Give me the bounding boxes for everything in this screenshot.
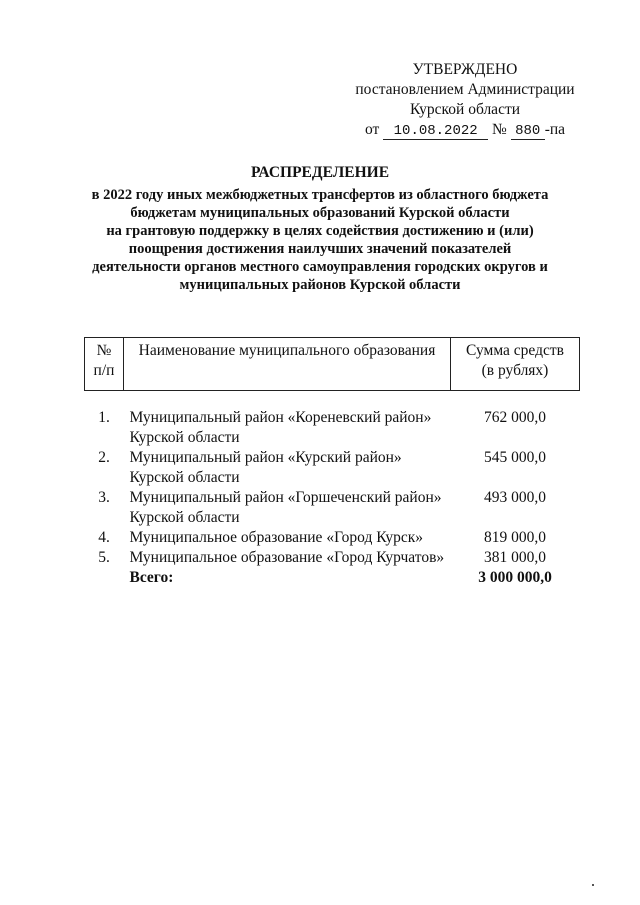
row-name-line2: Курской области — [129, 469, 240, 486]
header-num-line2: п/п — [93, 362, 115, 379]
document-title — [80, 164, 560, 294]
row-num: 5. — [98, 549, 110, 566]
row-sum: 762 000,0 — [484, 409, 546, 426]
table-row — [85, 448, 580, 488]
number-label: № — [492, 121, 507, 138]
table-row — [85, 528, 580, 548]
title-line: поощрения достижения наилучших значений показателей — [128, 241, 512, 257]
allocation-table — [84, 337, 580, 588]
total-num — [85, 568, 124, 588]
row-num: 1. — [98, 409, 110, 426]
header-name: Наименование муниципального образования — [124, 338, 451, 391]
row-num: 4. — [98, 529, 110, 546]
row-name: Муниципальное образование «Город Курск» — [129, 529, 424, 546]
header-num-line1: № — [96, 342, 112, 359]
header-sum-line1: Сумма средств — [466, 342, 564, 359]
row-name-line1: Муниципальный район «Кореневский район» — [129, 409, 432, 426]
header-num — [85, 338, 124, 391]
scan-speck — [592, 884, 594, 886]
row-num: 3. — [98, 489, 110, 506]
from-label: от — [364, 121, 380, 138]
row-name-line1: Муниципальный район «Горшеченский район» — [129, 489, 442, 506]
row-name-line1: Муниципальный район «Курский район» — [129, 449, 402, 466]
table-header-row — [85, 338, 580, 391]
title-heading: РАСПРЕДЕЛЕНИЕ — [250, 164, 390, 181]
total-row — [85, 568, 580, 588]
header-sum-line2: (в рублях) — [481, 362, 549, 379]
approved-by-line: постановлением Администрации — [355, 81, 575, 98]
header-sum — [451, 338, 580, 391]
row-sum: 381 000,0 — [484, 549, 546, 566]
row-name-line2: Курской области — [129, 429, 240, 446]
row-sum: 493 000,0 — [484, 489, 546, 506]
title-line: в 2022 году иных межбюджетных трансфертов из областного бюджета — [91, 187, 549, 203]
title-line: деятельности органов местного самоуправления городских округов и — [92, 259, 548, 275]
row-name — [124, 488, 451, 528]
approved-heading: УТВЕРЖДЕНО — [412, 61, 518, 78]
table-row — [85, 391, 580, 449]
table-row — [85, 488, 580, 528]
total-label: Всего: — [129, 569, 174, 586]
total-sum: 3 000 000,0 — [478, 569, 552, 586]
approved-region-line: Курской области — [409, 101, 521, 118]
title-line: на грантовую поддержку в целях содействия достижению и (или) — [106, 223, 534, 239]
title-line: бюджетам муниципальных образований Курской области — [130, 205, 510, 221]
table-row — [85, 548, 580, 568]
row-name — [124, 391, 451, 449]
row-sum: 545 000,0 — [484, 449, 546, 466]
row-name — [124, 448, 451, 488]
approval-date-line — [340, 120, 590, 140]
row-name: Муниципальное образование «Город Курчатов» — [129, 549, 445, 566]
approval-stamp — [340, 60, 590, 140]
title-line: муниципальных районов Курской области — [179, 277, 461, 293]
row-sum: 819 000,0 — [484, 529, 546, 546]
approval-date: 10.08.2022 — [383, 123, 488, 140]
row-num: 2. — [98, 449, 110, 466]
row-name-line2: Курской области — [129, 509, 240, 526]
number-suffix: -па — [544, 121, 566, 138]
approval-number: 880 — [511, 123, 545, 140]
